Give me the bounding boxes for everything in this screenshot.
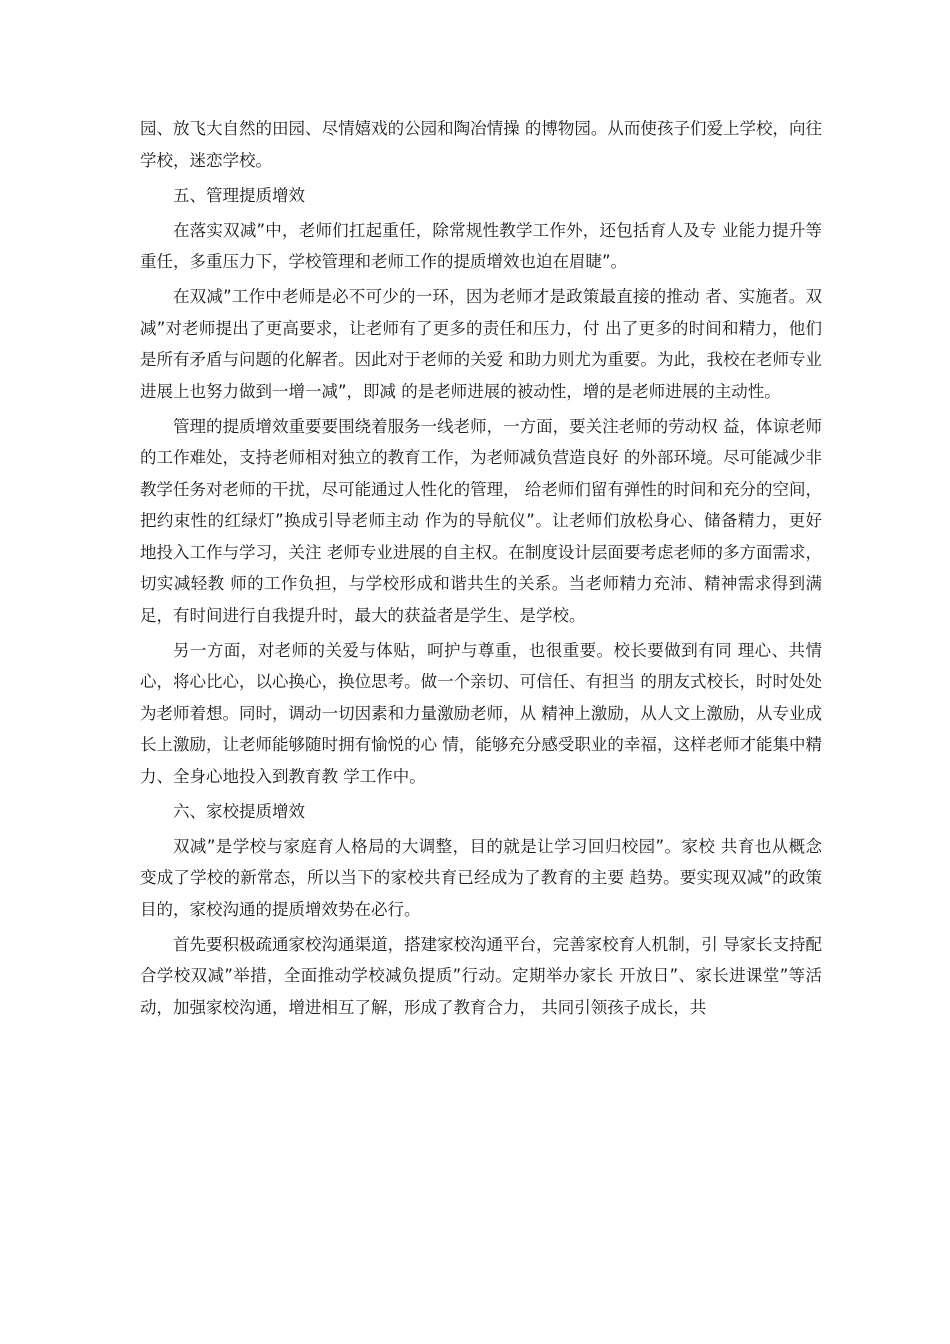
section-heading-home-school: 六、家校提质增效 bbox=[173, 801, 305, 821]
paragraph: 首先要积极疏通家校沟通渠道，搭建家校沟通平台，完善家校育人机制，引 导家长支持配合学校双减”举措，全面推动学校减负提质”行动。定期举办家长 开放日”、家长进课堂”等活动，加强家校沟通，增进相互了解，形成了教育合力， 共同引领孩子成长，共 bbox=[140, 934, 822, 1017]
paragraph-continuation: 园、放飞大自然的田园、尽情嬉戏的公园和陶冶情操 的博物园。从而使孩子们爱上学校，向往学校，迷恋学校。 bbox=[140, 119, 822, 170]
paragraph: 在双减”工作中老师是必不可少的一环，因为老师才是政策最直接的推动 者、实施者。双减”对老师提出了更高要求，让老师有了更多的责任和压力，付 出了更多的时间和精力，他们是所有矛盾与问题的化解者。因此对于老师的关爱 和助力则尤为重要。为此，我校在老师专业进展上也努力做到一增一减”，即减 的是老师进展的被动性，增的是老师进展的主动性。 bbox=[140, 287, 822, 401]
paragraph: 管理的提质增效重要要围绕着服务一线老师，一方面，要关注老师的劳动权 益，体谅老师的工作难处，支持老师相对独立的教育工作，为老师减负营造良好 的外部环境。尽可能减少非教学任务对老师的干扰，尽可能通过人性化的管理， 给老师们留有弹性的时间和充分的空间，把约束性的红绿灯”换成引导老师主动 作为的导航仪”。让老师们放松身心、储备精力，更好地投入工作与学习，关注 老师专业进展的自主权。在制度设计层面要考虑老师的多方面需求，切实减轻教 师的工作负担，与学校形成和谐共生的关系。当老师精力充沛、精神需求得到满 足，有时间进行自我提升时，最大的获益者是学生、是学校。 bbox=[140, 416, 822, 625]
paragraph: 另一方面，对老师的关爱与体贴，呵护与尊重，也很重要。校长要做到有同 理心、共情心，将心比心，以心换心，换位思考。做一个亲切、可信任、有担当 的朋友式校长，时时处处为老师着想。同时，调动一切因素和力量激励老师，从 精神上激励，从人文上激励，从专业成长上激励，让老师能够随时拥有愉悦的心 情，能够充分感受职业的幸福，这样老师才能集中精力、全身心地投入到教育教 学工作中。 bbox=[140, 640, 822, 786]
paragraph: 双减”是学校与家庭育人格局的大调整，目的就是让学习回归校园”。家校 共育也从概念变成了学校的新常态，所以当下的家校共育已经成为了教育的主要 趋势。要实现双减”的政策目的，家校沟通的提质增效势在必行。 bbox=[140, 836, 822, 919]
section-heading-management: 五、管理提质增效 bbox=[173, 185, 305, 205]
paragraph: 在落实双减”中，老师们扛起重任，除常规性教学工作外，还包括育人及专 业能力提升等重任，多重压力下，学校管理和老师工作的提质增效也迫在眉睫”。 bbox=[140, 220, 822, 271]
document-body bbox=[140, 113, 822, 1027]
